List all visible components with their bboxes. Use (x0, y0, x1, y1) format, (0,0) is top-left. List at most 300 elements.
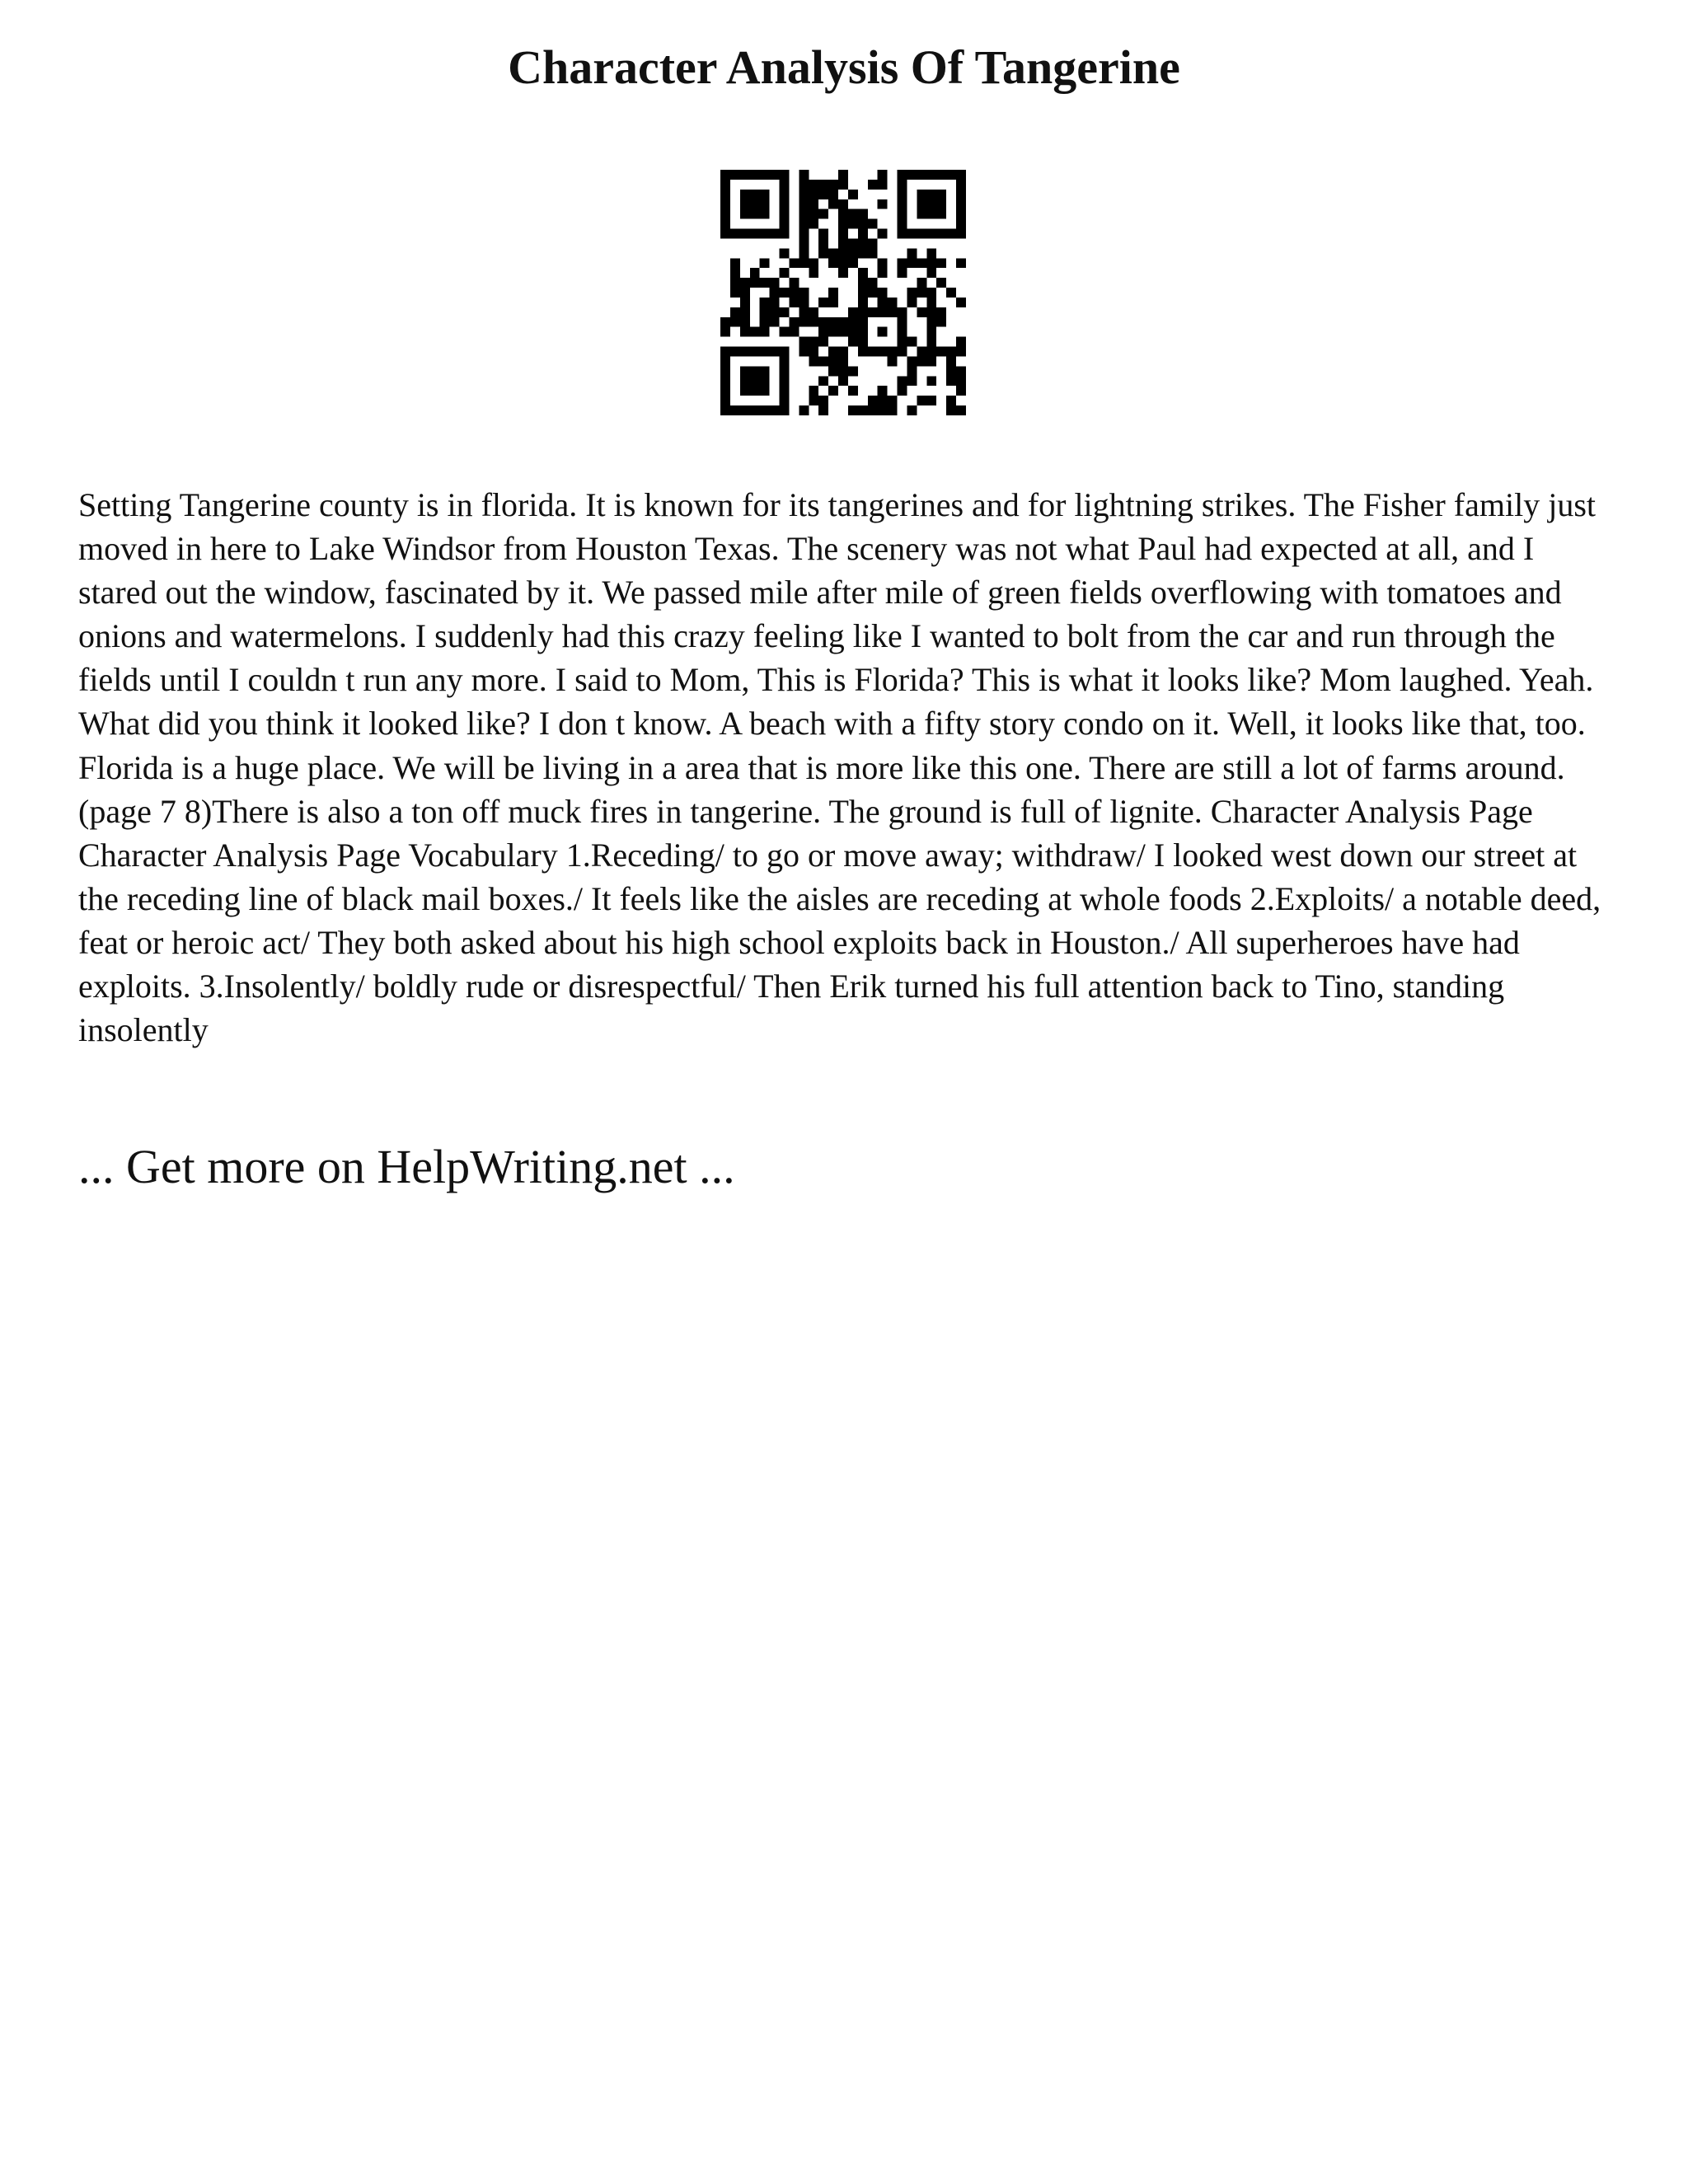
qr-module (818, 209, 828, 219)
qr-module (780, 347, 790, 357)
qr-module (907, 288, 917, 298)
qr-module (789, 278, 799, 288)
qr-module (730, 258, 740, 268)
qr-module (740, 278, 750, 288)
qr-module (956, 170, 966, 180)
qr-module (799, 307, 809, 317)
qr-module (750, 386, 760, 396)
qr-module (789, 258, 799, 268)
qr-module (730, 317, 740, 327)
qr-module (936, 170, 946, 180)
qr-module (936, 317, 946, 327)
qr-module (760, 347, 770, 357)
qr-module (750, 209, 760, 219)
qr-module (956, 229, 966, 239)
qr-module (838, 248, 848, 258)
qr-module (878, 180, 888, 190)
qr-module (780, 219, 790, 229)
qr-module (818, 376, 828, 386)
qr-module (936, 258, 946, 268)
qr-module (848, 366, 858, 376)
qr-module (818, 356, 828, 366)
qr-module (898, 229, 907, 239)
qr-module (858, 229, 868, 239)
qr-module (720, 209, 730, 219)
qr-module (750, 347, 760, 357)
qr-module (750, 405, 760, 415)
qr-module (936, 278, 946, 288)
qr-module (770, 229, 780, 239)
qr-module (926, 356, 936, 366)
qr-module (799, 199, 809, 209)
qr-module (780, 170, 790, 180)
qr-module (848, 405, 858, 415)
qr-module (917, 170, 926, 180)
qr-module (878, 327, 888, 337)
qr-module (750, 190, 760, 199)
qr-module (818, 327, 828, 337)
qr-module (809, 347, 818, 357)
qr-module (868, 288, 878, 298)
qr-module (838, 327, 848, 337)
qr-module (888, 396, 898, 405)
qr-module (760, 376, 770, 386)
qr-module (838, 268, 848, 278)
qr-module (818, 298, 828, 307)
qr-module (780, 356, 790, 366)
qr-module (730, 347, 740, 357)
qr-module (878, 396, 888, 405)
qr-module (720, 317, 730, 327)
qr-module (917, 199, 926, 209)
qr-module (799, 405, 809, 415)
qr-module (858, 238, 868, 248)
qr-module (750, 199, 760, 209)
qr-module (917, 356, 926, 366)
qr-module (956, 366, 966, 376)
qr-module (858, 405, 868, 415)
qr-module (917, 396, 926, 405)
qr-module (809, 396, 818, 405)
page-title: Character Analysis Of Tangerine (508, 40, 1180, 94)
qr-module (926, 317, 936, 327)
qr-module (770, 405, 780, 415)
qr-module (946, 170, 956, 180)
qr-module (828, 386, 838, 396)
qr-module (730, 288, 740, 298)
qr-module (760, 258, 770, 268)
qr-module (760, 298, 770, 307)
qr-module (740, 366, 750, 376)
qr-module (898, 307, 907, 317)
qr-module (750, 229, 760, 239)
qr-module (818, 317, 828, 327)
qr-module (740, 405, 750, 415)
qr-module (740, 229, 750, 239)
qr-module (858, 278, 868, 288)
qr-module (730, 268, 740, 278)
qr-module (809, 190, 818, 199)
qr-module (760, 307, 770, 317)
qr-module (898, 190, 907, 199)
qr-module (868, 238, 878, 248)
qr-module (858, 209, 868, 219)
qr-module (818, 238, 828, 248)
qr-module (720, 180, 730, 190)
qr-module (809, 317, 818, 327)
qr-module (956, 180, 966, 190)
qr-module (858, 317, 868, 327)
qr-module (858, 327, 868, 337)
qr-module (780, 288, 790, 298)
qr-module (956, 190, 966, 199)
qr-module (848, 238, 858, 248)
qr-module (809, 386, 818, 396)
qr-module (809, 268, 818, 278)
qr-module (720, 229, 730, 239)
qr-module (838, 317, 848, 327)
qr-module (740, 376, 750, 386)
qr-module (907, 170, 917, 180)
qr-module (898, 219, 907, 229)
qr-module (818, 190, 828, 199)
qr-module (898, 376, 907, 386)
qr-module (780, 386, 790, 396)
qr-module (740, 347, 750, 357)
qr-module (770, 278, 780, 288)
qr-module (789, 327, 799, 337)
qr-module (828, 366, 838, 376)
qr-module (838, 229, 848, 239)
qr-module (868, 248, 878, 258)
qr-module (848, 209, 858, 219)
qr-module (917, 307, 926, 317)
qr-module (848, 327, 858, 337)
qr-module (917, 258, 926, 268)
qr-module (780, 376, 790, 386)
qr-module (828, 248, 838, 258)
qr-module (760, 190, 770, 199)
qr-module (838, 238, 848, 248)
qr-module (926, 288, 936, 298)
qr-module (868, 278, 878, 288)
qr-module (848, 307, 858, 317)
qr-module (780, 229, 790, 239)
qr-module (730, 278, 740, 288)
qr-module (799, 170, 809, 180)
qr-module (838, 366, 848, 376)
qr-module (898, 258, 907, 268)
qr-module (799, 248, 809, 258)
qr-module (740, 199, 750, 209)
qr-module (828, 288, 838, 298)
qr-module (760, 366, 770, 376)
qr-module (750, 170, 760, 180)
qr-module (799, 298, 809, 307)
qr-module (760, 209, 770, 219)
qr-module (926, 170, 936, 180)
qr-module (926, 327, 936, 337)
qr-module (917, 229, 926, 239)
qr-module (818, 248, 828, 258)
qr-module (720, 356, 730, 366)
qr-module (809, 258, 818, 268)
qr-module (907, 337, 917, 347)
qr-module (720, 405, 730, 415)
qr-module (878, 268, 888, 278)
qr-module (848, 190, 858, 199)
qr-module (730, 229, 740, 239)
qr-module (926, 258, 936, 268)
qr-module (936, 307, 946, 317)
qr-module (898, 268, 907, 278)
qr-module (838, 258, 848, 268)
qr-module (868, 219, 878, 229)
qr-module (730, 170, 740, 180)
qr-module (750, 278, 760, 288)
qr-module (770, 288, 780, 298)
qr-module (946, 356, 956, 366)
qr-module (868, 180, 878, 190)
qr-module (828, 199, 838, 209)
qr-module (917, 209, 926, 219)
qr-module (907, 405, 917, 415)
qr-module (720, 190, 730, 199)
qr-module (799, 190, 809, 199)
qr-module (956, 199, 966, 209)
qr-module (760, 327, 770, 337)
qr-module (740, 298, 750, 307)
qr-module (878, 298, 888, 307)
qr-module (956, 219, 966, 229)
get-more-link[interactable]: ... Get more on HelpWriting.net ... (78, 1140, 735, 1193)
qr-module (878, 405, 888, 415)
qr-module (946, 347, 956, 357)
qr-module (838, 170, 848, 180)
qr-module (936, 209, 946, 219)
qr-module (809, 337, 818, 347)
qr-module (799, 219, 809, 229)
qr-module (848, 248, 858, 258)
qr-module (789, 317, 799, 327)
qr-module (926, 209, 936, 219)
qr-module (838, 356, 848, 366)
qr-module (799, 209, 809, 219)
qr-module (838, 219, 848, 229)
qr-module (799, 337, 809, 347)
qr-module (888, 298, 898, 307)
qr-module (878, 199, 888, 209)
qr-code-graphic (720, 170, 966, 415)
qr-module (789, 288, 799, 298)
qr-module (740, 307, 750, 317)
qr-module (760, 317, 770, 327)
qr-module (818, 396, 828, 405)
qr-module (848, 337, 858, 347)
qr-module (946, 376, 956, 386)
qr-module (828, 190, 838, 199)
qr-module (780, 366, 790, 376)
qr-module (898, 327, 907, 337)
qr-module (898, 170, 907, 180)
qr-module (907, 248, 917, 258)
qr-module (809, 180, 818, 190)
qr-module (828, 317, 838, 327)
qr-module (838, 199, 848, 209)
qr-module (799, 258, 809, 268)
qr-module (868, 396, 878, 405)
qr-module (858, 248, 868, 258)
qr-module (858, 298, 868, 307)
qr-module (838, 376, 848, 386)
qr-module (750, 376, 760, 386)
qr-module (809, 199, 818, 209)
qr-module (858, 288, 868, 298)
qr-module (858, 268, 868, 278)
qr-module (878, 386, 888, 396)
qr-module (936, 199, 946, 209)
qr-module (956, 337, 966, 347)
qr-module (838, 180, 848, 190)
qr-module (898, 337, 907, 347)
qr-module (956, 298, 966, 307)
qr-module (868, 405, 878, 415)
qr-module (926, 347, 936, 357)
qr-module (760, 405, 770, 415)
qr-module (898, 317, 907, 327)
qr-module (720, 366, 730, 376)
qr-module (720, 327, 730, 337)
qr-module (780, 180, 790, 190)
qr-module (750, 268, 760, 278)
qr-module (809, 307, 818, 317)
qr-module (936, 190, 946, 199)
qr-module (770, 307, 780, 317)
qr-module (740, 317, 750, 327)
qr-module (878, 258, 888, 268)
qr-module (878, 307, 888, 317)
qr-module (888, 356, 898, 366)
qr-module (946, 288, 956, 298)
qr-module (770, 298, 780, 307)
qr-module (956, 347, 966, 357)
qr-module (760, 199, 770, 209)
qr-module (926, 307, 936, 317)
qr-module (956, 386, 966, 396)
qr-module (917, 288, 926, 298)
qr-module (828, 327, 838, 337)
qr-module (720, 219, 730, 229)
qr-module (917, 347, 926, 357)
qr-module (799, 288, 809, 298)
qr-module (848, 317, 858, 327)
qr-module (848, 386, 858, 396)
qr-module (780, 190, 790, 199)
qr-module (858, 347, 868, 357)
qr-module (926, 190, 936, 199)
body-text: Setting Tangerine county is in florida. It is known for its tangerines and for lightning strikes. The Fisher family just moved in here to Lake Windsor from Houston Texas. The scenery was not what Paul had expected at all, and I stared out the window, fascinated by it. We passed mile after mile of green fields overflowing with tomatoes and onions and watermelons. I suddenly had this crazy feeling like I wanted to bolt from the car and run through the fields until I couldn t run any more. I said to Mom, This is Florida? This is what it looks like? Mom laughed. Yeah. What did you think it looked like? I don t know. A beach with a fifty story condo on it. Well, it looks like that, too. Florida is a huge place. We will be living in a area that is more like this one. There are still a lot of farms around. (page 7 8)There is also a ton off muck fires in tangerine. The ground is full of lignite. Character Analysis Page Character Analysis Page Vocabulary 1.Receding/ to go or move away; withdraw/ I looked west down our street at the receding line of black mail boxes./ It feels like the aisles are receding at whole foods 2.Exploits/ a notable deed, feat or heroic act/ They both asked about his high school exploits back in Houston./ All superheroes have had exploits. 3.Insolently/ boldly rude or disrespectful/ Then Erik turned his full attention back to Tino, standing insolently (78, 486, 1601, 1049)
qr-module (720, 376, 730, 386)
qr-module (780, 396, 790, 405)
qr-module (907, 258, 917, 268)
qr-module (760, 229, 770, 239)
qr-module (888, 307, 898, 317)
qr-module (809, 219, 818, 229)
qr-module (720, 396, 730, 405)
qr-module (956, 405, 966, 415)
qr-module (878, 229, 888, 239)
qr-module (740, 327, 750, 337)
qr-module (907, 229, 917, 239)
qr-module (750, 366, 760, 376)
qr-module (818, 337, 828, 347)
qr-module (868, 347, 878, 357)
qr-module (858, 219, 868, 229)
qr-module (926, 199, 936, 209)
qr-module (838, 209, 848, 219)
qr-module (720, 199, 730, 209)
qr-module (799, 238, 809, 248)
qr-module (770, 170, 780, 180)
qr-module (956, 376, 966, 386)
qr-module (740, 190, 750, 199)
qr-module (898, 180, 907, 190)
qr-module (740, 170, 750, 180)
qr-module (936, 229, 946, 239)
qr-module (760, 170, 770, 180)
qr-module (926, 268, 936, 278)
qr-module (818, 180, 828, 190)
qr-module (799, 229, 809, 239)
qr-module (809, 209, 818, 219)
qr-module (926, 396, 936, 405)
qr-module (770, 347, 780, 357)
qr-module (750, 327, 760, 337)
qr-module (898, 386, 907, 396)
qr-module (838, 347, 848, 357)
qr-module (730, 307, 740, 317)
qr-module (818, 229, 828, 239)
qr-module (828, 258, 838, 268)
qr-module (780, 209, 790, 219)
qr-module (926, 298, 936, 307)
qr-module (907, 356, 917, 366)
qr-module (946, 405, 956, 415)
qr-module (770, 317, 780, 327)
qr-module (760, 278, 770, 288)
qr-module (878, 288, 888, 298)
qr-module (946, 366, 956, 376)
qr-module (888, 405, 898, 415)
qr-module (730, 405, 740, 415)
qr-module (946, 229, 956, 239)
qr-module (956, 209, 966, 219)
qr-module (740, 209, 750, 219)
qr-module (936, 347, 946, 357)
qr-module (780, 405, 790, 415)
qr-module (926, 229, 936, 239)
qr-module (848, 219, 858, 229)
qr-module (828, 356, 838, 366)
qr-module (780, 199, 790, 209)
qr-module (917, 190, 926, 199)
qr-module (858, 307, 868, 317)
qr-module (828, 298, 838, 307)
qr-module (799, 347, 809, 357)
qr-module (780, 327, 790, 337)
qr-module (760, 386, 770, 396)
qr-module (799, 317, 809, 327)
